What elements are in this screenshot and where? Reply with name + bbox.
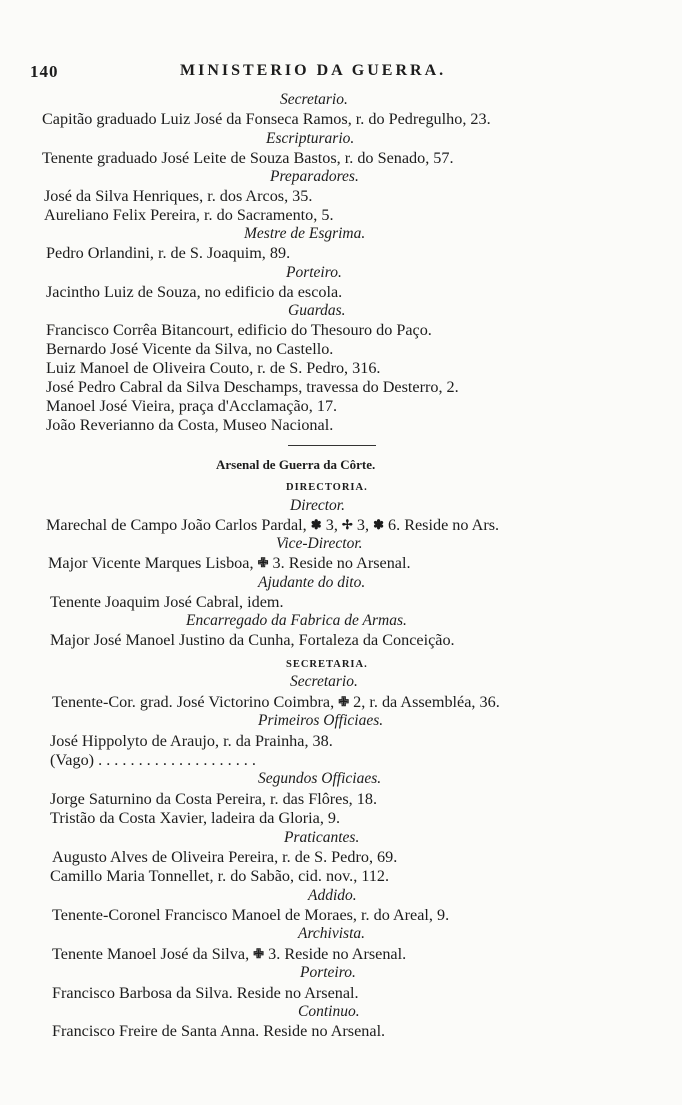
secretario-name: Tenente-Cor. grad. José Victorino Coimbra, — [52, 693, 335, 711]
title-segundos-officiaes: Segundos Officiaes. — [258, 770, 382, 787]
entry-addido: Tenente-Coronel Francisco Manoel de Moraes, r. do Areal, 9. — [52, 906, 450, 924]
entry-secretario: Capitão graduado Luiz José da Fonseca Ramos, r. do Pedregulho, 23. — [42, 110, 491, 128]
title-preparadores: Preparadores. — [270, 168, 359, 185]
entry-mestre-esgrima: Pedro Orlandini, r. de S. Joaquim, 89. — [46, 244, 291, 262]
entry-guarda-1: Francisco Corrêa Bitancourt, edificio do Thesouro do Paço. — [46, 321, 432, 339]
director-grade-1: 3, — [325, 516, 338, 534]
director-name: Marechal de Campo João Carlos Pardal, — [46, 516, 307, 534]
title-secretario-arsenal: Secretario. — [290, 673, 358, 690]
entry-porteiro-arsenal: Francisco Barbosa da Silva. Reside no Arsenal. — [52, 984, 359, 1002]
entry-primeiro-2: (Vago) . . . . . . . . . . . . . . . . . . . . — [50, 751, 256, 769]
sub-heading-directoria: DIRECTORIA. — [286, 482, 368, 493]
entry-continuo: Francisco Freire de Santa Anna. Reside no Arsenal. — [52, 1022, 386, 1040]
order-cross-icon: ✙ — [253, 946, 265, 961]
archivista-residence: 3. Reside no Arsenal. — [268, 945, 407, 963]
order-cross-icon: ✙ — [257, 555, 269, 570]
entry-guarda-2: Bernardo José Vicente da Silva, no Castello. — [46, 340, 334, 358]
director-grade-2: 3, — [356, 516, 370, 534]
order-cross-icon: ✙ — [338, 694, 350, 709]
order-rose-icon: ✽ — [310, 517, 322, 532]
entry-guarda-5: Manoel José Vieira, praça d'Acclamação, 17. — [46, 397, 338, 415]
page-number: 140 — [30, 62, 59, 81]
vice-residence: 3. Reside no Arsenal. — [272, 554, 411, 572]
title-ajudante: Ajudante do dito. — [258, 574, 366, 591]
title-archivista: Archivista. — [298, 925, 366, 942]
vice-name: Major Vicente Marques Lisboa, — [48, 554, 254, 572]
entry-primeiro-1: José Hippolyto de Araujo, r. da Prainha, 38. — [50, 732, 333, 750]
director-residence: 6. Reside no Ars. — [388, 516, 500, 534]
title-encarregado: Encarregado da Fabrica de Armas. — [186, 612, 407, 629]
running-title: MINISTERIO DA GUERRA. — [180, 62, 447, 79]
entry-encarregado: Major José Manoel Justino da Cunha, Fortaleza da Conceição. — [50, 631, 455, 649]
entry-guarda-4: José Pedro Cabral da Silva Deschamps, travessa do Desterro, 2. — [46, 378, 459, 396]
entry-preparador-1: José da Silva Henriques, r. dos Arcos, 35. — [44, 187, 313, 205]
sub-heading-secretaria: SECRETARIA. — [286, 659, 368, 670]
title-vice-director: Vice-Director. — [276, 535, 363, 552]
title-guardas: Guardas. — [288, 302, 346, 319]
entry-secretario-arsenal — [52, 693, 500, 711]
title-continuo: Continuo. — [298, 1003, 360, 1020]
entry-guarda-6: João Reverianno da Costa, Museo Nacional. — [46, 416, 334, 434]
entry-escripturario: Tenente graduado José Leite de Souza Bastos, r. do Senado, 57. — [42, 149, 454, 167]
entry-praticante-1: Augusto Alves de Oliveira Pereira, r. de S. Pedro, 69. — [52, 848, 398, 866]
order-cross-icon: ✢ — [341, 517, 353, 532]
entry-archivista — [52, 945, 406, 963]
entry-guarda-3: Luiz Manoel de Oliveira Couto, r. de S. Pedro, 316. — [46, 359, 381, 377]
section-divider — [288, 445, 376, 446]
entry-segundo-1: Jorge Saturnino da Costa Pereira, r. das Flôres, 18. — [50, 790, 377, 808]
title-porteiro: Porteiro. — [286, 264, 342, 281]
title-praticantes: Praticantes. — [284, 829, 360, 846]
entry-director — [46, 516, 499, 534]
page-header — [30, 62, 670, 84]
entry-porteiro: Jacintho Luiz de Souza, no edificio da escola. — [46, 283, 343, 301]
entry-segundo-2: Tristão da Costa Xavier, ladeira da Gloria, 9. — [50, 809, 341, 827]
entry-vice-director — [48, 554, 411, 572]
secretario-residence: 2, r. da Assembléa, 36. — [353, 693, 500, 711]
title-addido: Addido. — [308, 887, 357, 904]
title-mestre-esgrima: Mestre de Esgrima. — [244, 225, 366, 242]
order-rose-icon: ✽ — [373, 517, 384, 532]
title-escripturario: Escripturario. — [266, 130, 355, 147]
archivista-name: Tenente Manoel José da Silva, — [52, 945, 250, 963]
entry-preparador-2: Aureliano Felix Pereira, r. do Sacramento, 5. — [44, 206, 334, 224]
section-heading: Arsenal de Guerra da Côrte. — [216, 457, 376, 472]
title-porteiro-arsenal: Porteiro. — [300, 964, 356, 981]
entry-praticante-2: Camillo Maria Tonnellet, r. do Sabão, cid. nov., 112. — [50, 867, 390, 885]
title-secretario: Secretario. — [280, 91, 348, 108]
entry-ajudante: Tenente Joaquim José Cabral, idem. — [50, 593, 284, 611]
title-primeiros-officiaes: Primeiros Officiaes. — [258, 712, 384, 729]
title-director: Director. — [290, 497, 345, 514]
